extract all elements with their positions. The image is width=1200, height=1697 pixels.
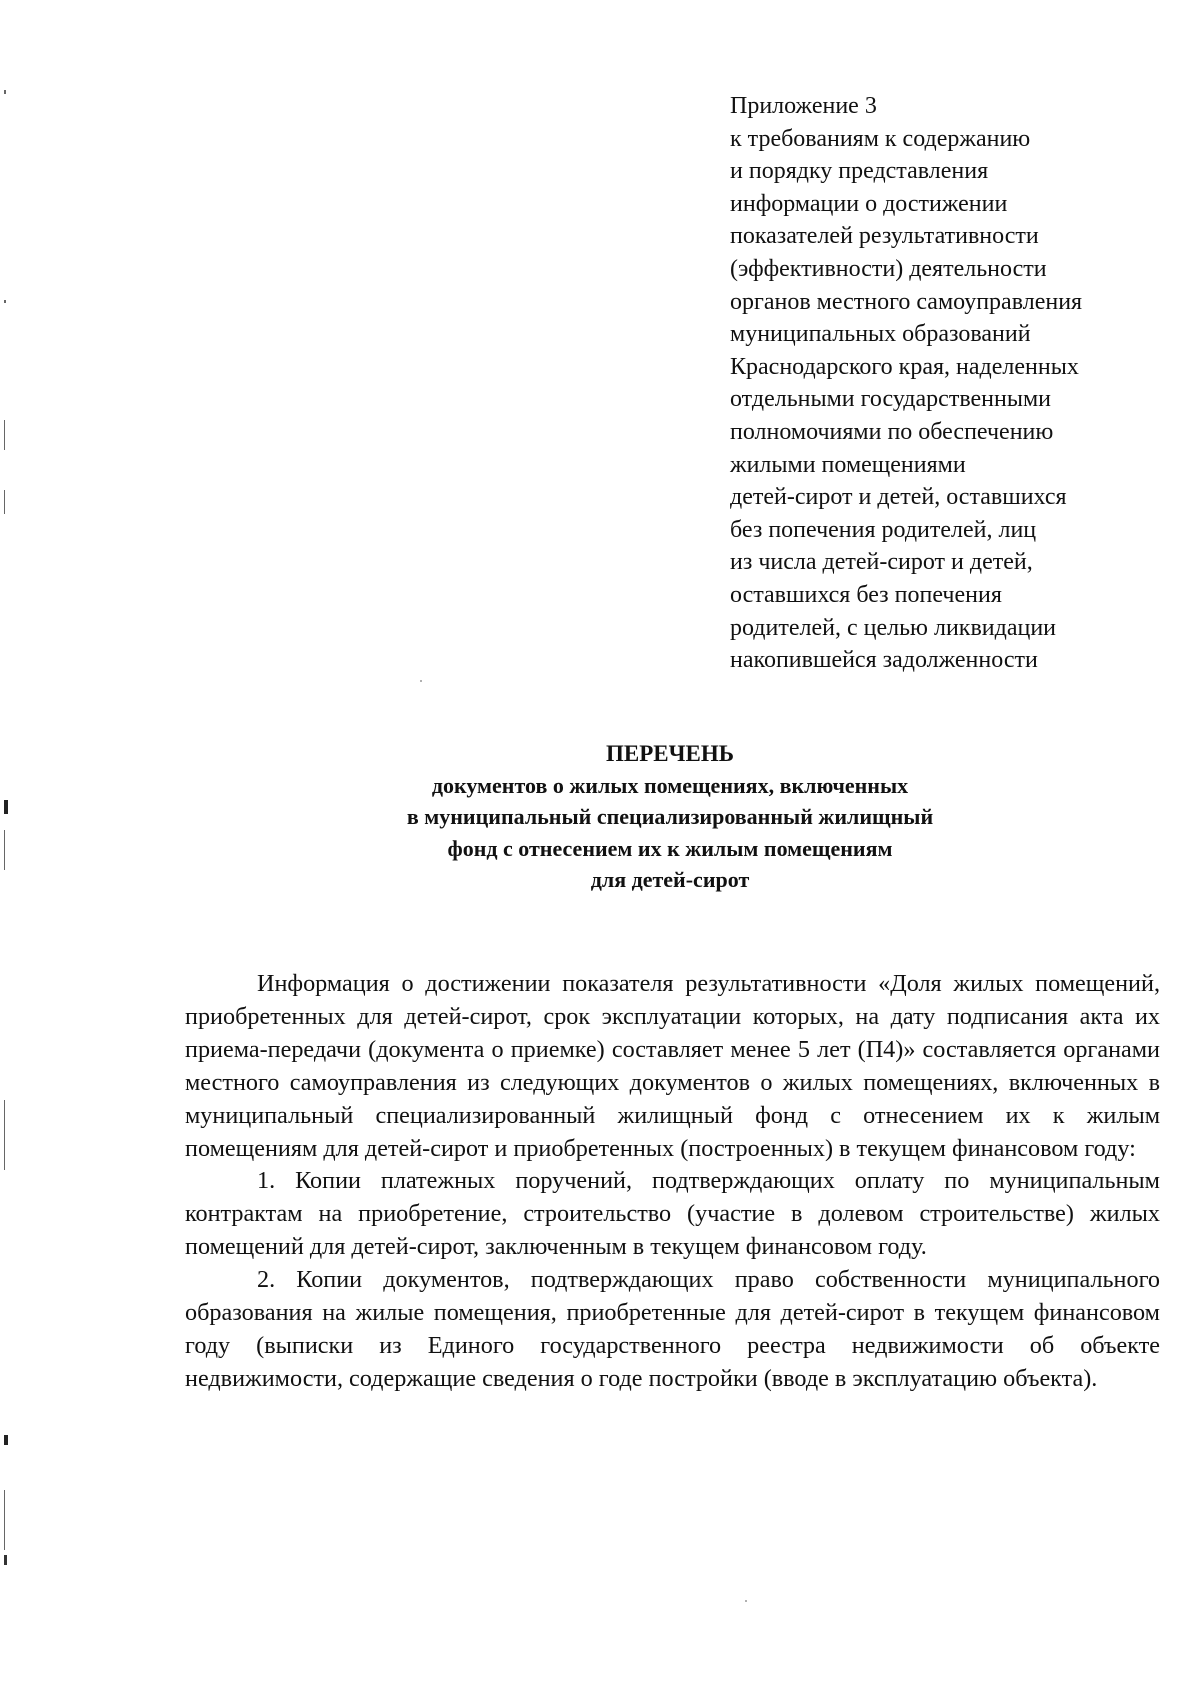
scan-speck (420, 680, 422, 682)
appendix-line: Краснодарского края, наделенных (730, 353, 1079, 380)
title-heading: ПЕРЕЧЕНЬ (606, 741, 734, 766)
appendix-line: муниципальных образований (730, 321, 1031, 348)
title-line: документов о жилых помещениях, включенных (431, 772, 909, 798)
scan-mark (4, 420, 5, 450)
appendix-line: к требованиям к содержанию (730, 125, 1031, 152)
appendix-header (730, 90, 1170, 677)
appendix-line: накопившейся задолженности (730, 647, 1038, 674)
appendix-line: Приложение 3 (730, 93, 877, 119)
title-line: для детей-сирот (590, 867, 750, 892)
scan-mark (4, 830, 5, 870)
appendix-line: (эффективности) деятельности (730, 255, 1047, 282)
scan-mark (4, 1490, 5, 1550)
appendix-line: жилыми помещениями (730, 451, 966, 478)
appendix-line: органов местного самоуправления (730, 288, 1083, 315)
appendix-line: из числа детей-сирот и детей, (730, 549, 1033, 576)
scan-mark (4, 300, 6, 303)
appendix-line: родителей, с целью ликвидации (730, 614, 1057, 641)
title-line: в муниципальный специализированный жилищный (406, 804, 934, 829)
appendix-line: без попечения родителей, лиц (730, 516, 1037, 543)
appendix-line: информации о достижении (730, 190, 1008, 217)
list-item-1: 1. Копии платежных поручений, подтверждающих оплату по муниципальным контрактам на приобретение, строительство (участие в долевом строительстве) жилых помещений для детей-сирот, заключенным в текущем финансовом году. (185, 1167, 1160, 1261)
document-body (185, 968, 1160, 1396)
list-item-2: 2. Копии документов, подтверждающих право собственности муниципального образования на жилые помещения, приобретенные для детей-сирот в текущем финансовом году (выписки из Единого государственного реестра недвижимости об объекте недвижимости, содержащие сведения о годе постройки (вводе в эксплуатацию объекта). (185, 1266, 1160, 1392)
scan-mark (4, 1435, 8, 1445)
scan-mark (4, 90, 6, 94)
appendix-line: оставшихся без попечения (730, 581, 1002, 608)
scan-margin-artifacts (0, 0, 14, 1697)
document-title (200, 738, 1140, 896)
title-line: фонд с отнесением их к жилым помещениям (447, 835, 893, 861)
scan-mark (4, 490, 5, 514)
scan-mark (4, 1100, 5, 1170)
intro-paragraph: Информация о достижении показателя результативности «Доля жилых помещений, приобретенных для детей-сирот, срок эксплуатации которых, на дату подписания акта их приема-передачи (документа о приемке) составляет менее 5 лет (П4)» составляется органами местного самоуправления из следующих документов о жилых помещениях, включенных в муниципальный специализированный жилищный фонд с отнесением их к жилым помещениям для детей-сирот и приобретенных (построенных) в текущем финансовом году: (185, 970, 1160, 1162)
scan-speck (745, 1600, 747, 1602)
appendix-line: полномочиями по обеспечению (730, 418, 1054, 445)
appendix-line: отдельными государственными (730, 386, 1051, 413)
appendix-line: и порядку представления (730, 158, 989, 185)
scan-mark (4, 800, 8, 814)
appendix-line: детей-сирот и детей, оставшихся (730, 484, 1067, 511)
scan-mark (4, 1555, 7, 1565)
appendix-line: показателей результативности (730, 223, 1039, 250)
